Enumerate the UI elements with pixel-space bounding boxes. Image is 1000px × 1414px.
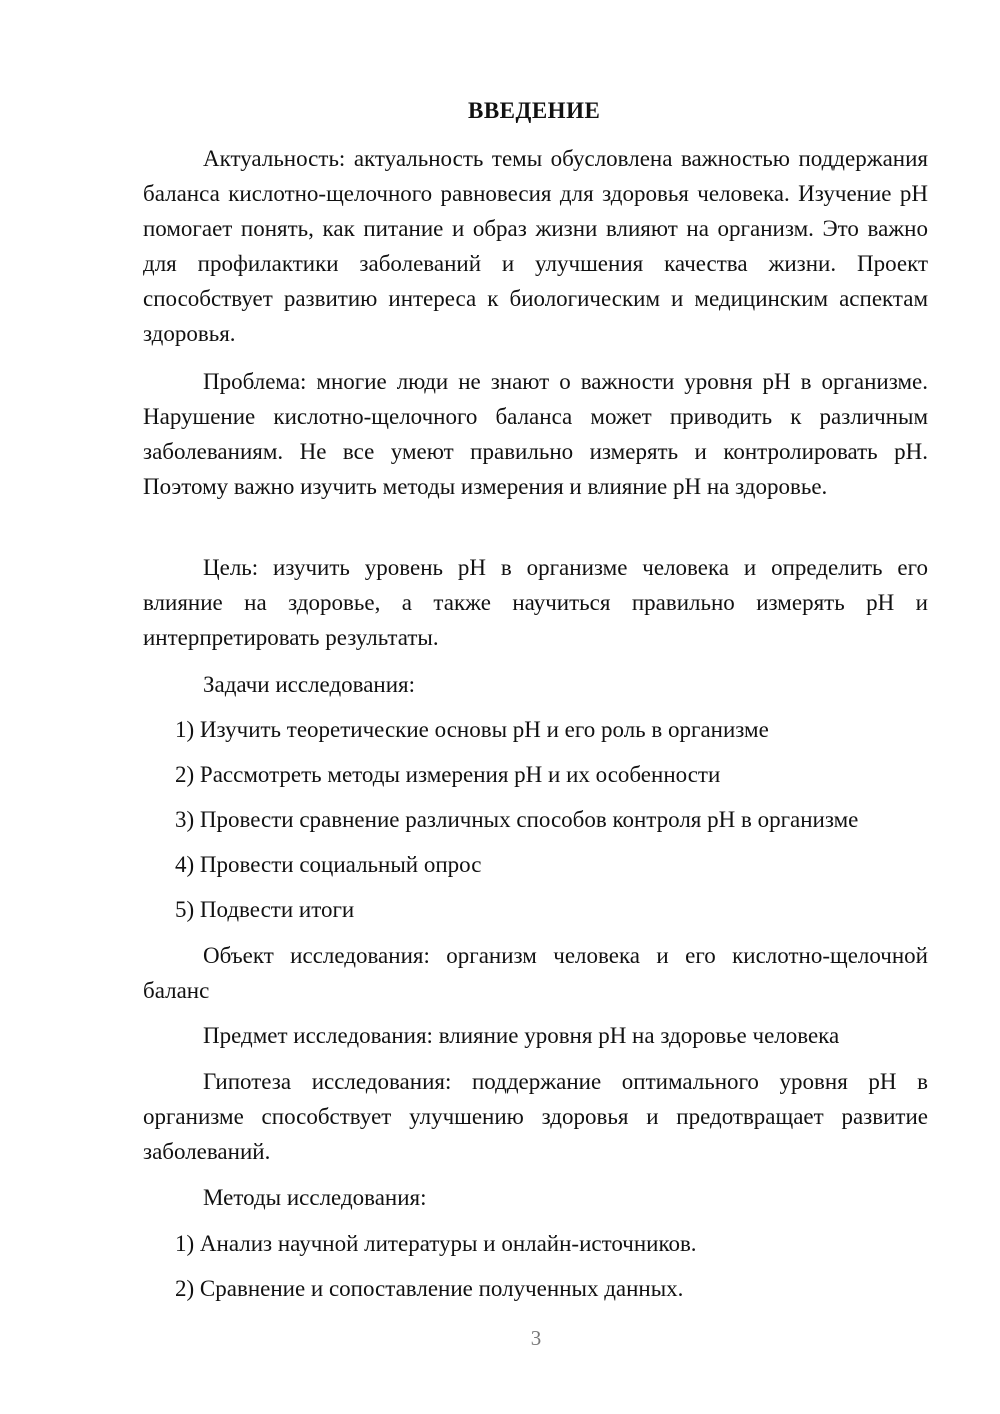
method-item: 1) Анализ научной литературы и онлайн-источников. (175, 1231, 697, 1256)
task-item: 4) Провести социальный опрос (175, 852, 482, 877)
task-item: 3) Провести сравнение различных способов контроля pH в организме (175, 807, 859, 832)
page-number: 3 (530, 1326, 542, 1350)
section-heading (72, 96, 1000, 126)
method-item: 2) Сравнение и сопоставление полученных данных. (175, 1276, 684, 1301)
problem-paragraph: Проблема: многие люди не знают о важности уровня pH в организме. Нарушение кислотно-щелочного баланса может приводить к различным заболеваниям. Не все умеют правильно измерять и контролировать pH. Поэтому важно изучить методы измерения и влияние pH на здоровье. (143, 369, 928, 499)
goal-paragraph: Цель: изучить уровень pH в организме человека и определить его влияние на здоровье, а также научиться правильно измерять pH и интерпретировать результаты. (143, 555, 928, 650)
task-item: 5) Подвести итоги (175, 897, 355, 922)
tasks-heading: Задачи исследования: (203, 672, 416, 697)
methods-heading: Методы исследования: (203, 1185, 427, 1210)
section-heading-text: ВВЕДЕНИЕ (468, 98, 601, 123)
relevance-paragraph: Актуальность: актуальность темы обусловлена важностью поддержания баланса кислотно-щелочного равновесия для здоровья человека. Изучение pH помогает понять, как питание и образ жизни влияют на организм. Это важно для профилактики заболеваний и улучшения качества жизни. Проект способствует развитию интереса к биологическим и медицинским аспектам здоровья. (143, 146, 928, 346)
object-paragraph: Объект исследования: организм человека и его кислотно-щелочной баланс (143, 943, 928, 1003)
subject-paragraph: Предмет исследования: влияние уровня pH на здоровье человека (203, 1023, 840, 1048)
hypothesis-paragraph: Гипотеза исследования: поддержание оптимального уровня pH в организме способствует улучшению здоровья и предотвращает развитие заболеваний. (143, 1069, 928, 1164)
task-item: 2) Рассмотреть методы измерения pH и их особенности (175, 762, 721, 787)
task-item: 1) Изучить теоретические основы pH и его роль в организме (175, 717, 769, 742)
